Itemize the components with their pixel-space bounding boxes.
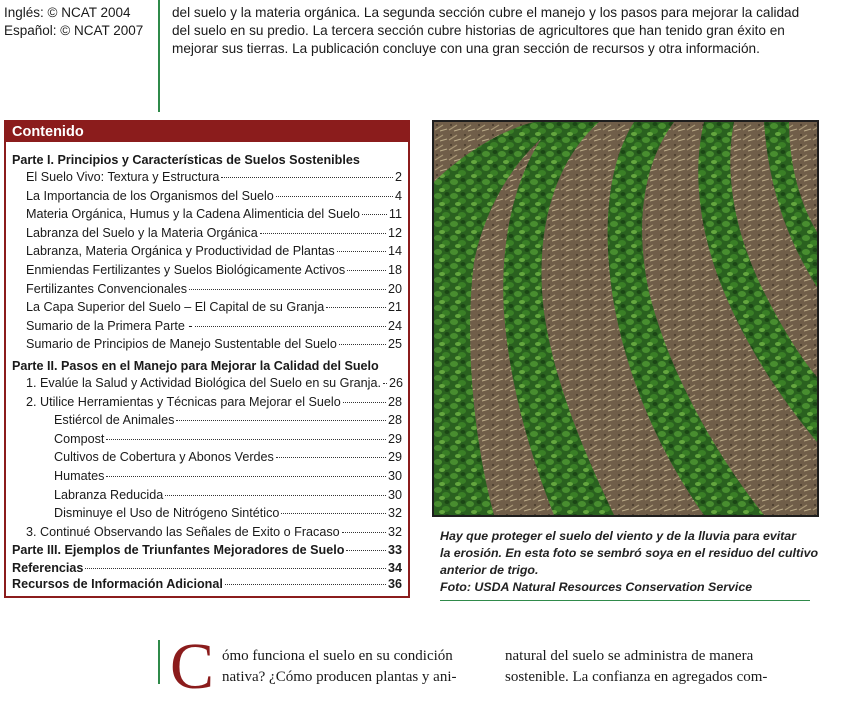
toc-leader-dots <box>276 196 393 197</box>
toc-entry-title: Disminuye el Uso de Nitrógeno Sintético <box>54 506 280 521</box>
toc-leader-dots <box>362 214 387 215</box>
body-line: ómo funciona el suelo en su condición <box>222 648 453 664</box>
toc-entry[interactable] <box>12 411 402 430</box>
toc-leader-dots <box>85 568 386 569</box>
intro-paragraph <box>172 4 832 58</box>
toc-leader-dots <box>281 513 386 514</box>
toc-leader-dots <box>383 383 387 384</box>
toc-entry[interactable] <box>12 205 402 224</box>
toc-title: Contenido <box>6 122 408 142</box>
toc-entry-page: 26 <box>388 375 403 390</box>
toc-entry[interactable] <box>12 430 402 449</box>
caption-divider <box>440 600 810 601</box>
copyright-block <box>4 4 143 40</box>
soybean-rows-illustration <box>434 122 817 515</box>
toc-entry[interactable] <box>12 448 402 467</box>
toc-entry-page: 25 <box>387 337 402 352</box>
toc-leader-dots <box>347 270 386 271</box>
toc-resources-entry[interactable] <box>12 576 402 592</box>
toc-entry-page: 29 <box>387 450 402 465</box>
toc-leader-dots <box>343 402 386 403</box>
toc-entry-title: Enmiendas Fertilizantes y Suelos Biológicamente Activos <box>26 262 346 277</box>
toc-entry[interactable] <box>12 242 402 261</box>
toc-part-2-heading: Parte II. Pasos en el Manejo para Mejorar la Calidad del Suelo <box>12 358 379 373</box>
toc-entry-title: Labranza, Materia Orgánica y Productividad de Plantas <box>26 244 335 259</box>
toc-entry-title: Parte III. Ejemplos de Triunfantes Mejoradores de Suelo <box>12 543 345 558</box>
toc-part-2-list <box>12 374 402 411</box>
toc-entry-page: 33 <box>387 543 402 558</box>
toc-entry-title: 2. Utilice Herramientas y Técnicas para Mejorar el Suelo <box>26 394 341 409</box>
toc-entry-page: 30 <box>387 468 402 483</box>
toc-entry[interactable] <box>12 374 402 393</box>
toc-entry-page: 34 <box>387 560 402 575</box>
intro-line: del suelo en su predio. La tercera sección cubre historias de agricultores que han tenido gran éxito en <box>172 23 785 38</box>
body-line: nativa? ¿Cómo producen plantas y ani- <box>222 669 457 685</box>
caption-line: anterior de trigo. <box>440 563 539 577</box>
toc-entry-page: 4 <box>394 188 402 203</box>
intro-line: del suelo y la materia orgánica. La segunda sección cubre el manejo y los pasos para mejorar la calidad <box>172 5 800 20</box>
toc-entry-title: Cultivos de Cobertura y Abonos Verdes <box>54 450 274 465</box>
toc-part-1-heading: Parte I. Principios y Características de Suelos Sostenibles <box>12 153 360 167</box>
soybean-field-photo <box>432 120 819 517</box>
toc-part-1-list <box>12 168 402 354</box>
toc-entry[interactable] <box>12 224 402 243</box>
toc-entry-title: Labranza Reducida <box>54 487 164 502</box>
toc-entry-page: 28 <box>387 394 402 409</box>
body-line: natural del suelo se administra de manera <box>505 648 754 664</box>
toc-entry[interactable] <box>12 261 402 280</box>
toc-leader-dots <box>337 251 386 252</box>
toc-entry-page: 11 <box>388 207 402 222</box>
body-column-1 <box>222 646 488 688</box>
intro-line: mejorar sus tierras. La publicación concluye con una gran sección de recursos y otra información. <box>172 41 760 56</box>
toc-entry-page: 18 <box>387 262 402 277</box>
toc-entry[interactable] <box>12 187 402 206</box>
toc-leader-dots <box>195 326 386 327</box>
photo-caption <box>440 528 820 596</box>
copyright-english: Inglés: © NCAT 2004 <box>4 5 131 20</box>
toc-entry[interactable] <box>12 168 402 187</box>
toc-entry-page: 12 <box>387 225 402 240</box>
copyright-spanish: Español: © NCAT 2007 <box>4 23 144 38</box>
toc-leader-dots <box>339 344 386 345</box>
toc-entry-page: 2 <box>394 170 402 184</box>
toc-body <box>6 142 408 592</box>
toc-entry-title: Compost <box>54 431 105 446</box>
toc-entry[interactable] <box>12 486 402 505</box>
toc-entry-page: 24 <box>387 318 402 333</box>
toc-entry-title: Referencias <box>12 560 84 575</box>
toc-leader-dots <box>346 550 386 551</box>
toc-entry-title: 1. Evalúe la Salud y Actividad Biológica del Suelo en su Granja. <box>26 375 381 390</box>
toc-entry-title: Materia Orgánica, Humus y la Cadena Alimenticia del Suelo <box>26 207 360 222</box>
toc-entry-title: La Capa Superior del Suelo – El Capital de su Granja <box>26 300 325 315</box>
body-column-2 <box>505 646 820 688</box>
toc-entry-page: 32 <box>387 506 402 521</box>
toc-leader-dots <box>106 476 386 477</box>
toc-entry-title: La Importancia de los Organismos del Suelo <box>26 188 274 203</box>
toc-entry-page: 30 <box>387 487 402 502</box>
toc-entry-title: El Suelo Vivo: Textura y Estructura <box>26 170 220 184</box>
toc-entry[interactable] <box>12 298 402 317</box>
caption-line: la erosión. En esta foto se sembró soya en el residuo del cultivo <box>440 546 819 560</box>
toc-entry-page: 28 <box>387 413 402 428</box>
toc-entry-title: Recursos de Información Adicional <box>12 576 223 591</box>
toc-entry-title: Fertilizantes Convencionales <box>26 281 188 296</box>
toc-entry[interactable] <box>12 317 402 336</box>
caption-line: Hay que proteger el suelo del viento y de la lluvia para evitar <box>440 529 797 543</box>
toc-entry-page: 32 <box>387 524 402 539</box>
caption-credit: Foto: USDA Natural Resources Conservation Service <box>440 580 753 594</box>
toc-entry-page: 20 <box>387 281 402 296</box>
toc-leader-dots <box>276 457 386 458</box>
toc-leader-dots <box>165 495 386 496</box>
table-of-contents <box>4 120 410 598</box>
toc-leader-dots <box>221 177 393 178</box>
toc-entry-title: Estiércol de Animales <box>54 413 175 428</box>
toc-entry[interactable] <box>12 523 402 542</box>
toc-entry[interactable] <box>12 467 402 486</box>
toc-entry[interactable] <box>12 280 402 299</box>
drop-cap: C <box>170 630 215 703</box>
toc-leader-dots <box>326 307 386 308</box>
toc-leader-dots <box>342 532 386 533</box>
toc-entry[interactable] <box>12 335 402 354</box>
toc-entry-page: 36 <box>387 576 402 591</box>
toc-part-2-sublist <box>12 411 402 523</box>
toc-leader-dots <box>106 439 386 440</box>
toc-entry-title: 3. Continué Observando las Señales de Exito o Fracaso <box>26 524 340 539</box>
toc-entry-title: Humates <box>54 468 105 483</box>
toc-entry-title: Sumario de Principios de Manejo Sustentable del Suelo <box>26 337 337 352</box>
toc-entry-page: 29 <box>387 431 402 446</box>
body-line: sostenible. La confianza en agregados com- <box>505 669 768 685</box>
toc-leader-dots <box>260 233 386 234</box>
column-divider-bottom <box>158 640 160 684</box>
toc-leader-dots <box>176 420 386 421</box>
toc-leader-dots <box>225 584 386 585</box>
toc-entry[interactable] <box>12 504 402 523</box>
toc-entry-title: Labranza del Suelo y la Materia Orgánica <box>26 225 258 240</box>
column-divider-top <box>158 0 160 112</box>
toc-part-3-entry[interactable] <box>12 541 402 560</box>
toc-entry-title: Sumario de la Primera Parte - <box>26 318 193 333</box>
toc-entry-page: 14 <box>387 244 402 259</box>
toc-references-entry[interactable] <box>12 560 402 576</box>
toc-entry[interactable] <box>12 393 402 412</box>
toc-entry-page: 21 <box>387 300 402 315</box>
toc-leader-dots <box>189 289 386 290</box>
